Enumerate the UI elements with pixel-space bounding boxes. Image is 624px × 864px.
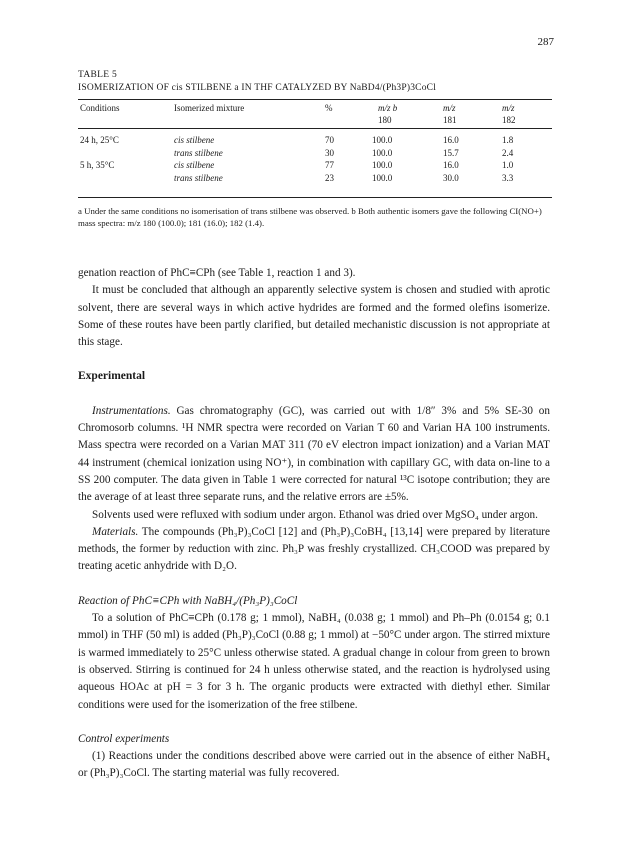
cell-m181: 30.0 bbox=[443, 172, 459, 183]
cell-percent: 70 bbox=[325, 135, 334, 145]
header-mz182: m/z bbox=[502, 103, 515, 113]
cell-conditions: 5 h, 35°C bbox=[80, 160, 115, 170]
cell-conditions: 24 h, 25°C bbox=[80, 135, 119, 145]
cell-m182: 3.3 bbox=[502, 172, 514, 183]
page-number: 287 bbox=[537, 36, 554, 48]
cell-m180: 100.0 bbox=[372, 160, 393, 170]
paragraph-solvents: Solvents used were refluxed with sodium under argon. Ethanol was dried over MgSO₄ under argon. bbox=[92, 508, 538, 521]
section-heading-experimental: Experimental bbox=[78, 370, 146, 383]
cell-m180: 100.0 bbox=[372, 135, 393, 145]
paragraph-control: (1) Reactions under the conditions described above were carried out in the absence of either NaBH₄ or (Ph₃P)₃CoCl. The starting material was fully recovered. bbox=[78, 750, 550, 780]
header-conditions: Conditions bbox=[80, 103, 120, 113]
cell-m182: 1.8 bbox=[502, 135, 514, 145]
paragraph-continuation: genation reaction of PhC≡CPh (see Table 1, reaction 1 and 3). bbox=[78, 267, 356, 279]
cell-percent: 77 bbox=[325, 160, 334, 170]
cell-m180: 100.0 bbox=[372, 147, 393, 158]
header-mixture: Isomerized mixture bbox=[174, 103, 245, 113]
cell-percent: 30 bbox=[325, 147, 334, 158]
subheading-control: Control experiments bbox=[78, 732, 170, 745]
subheading-reaction: Reaction of PhC≡CPh with NaBH₄/(Ph₃P)₃CoCl bbox=[78, 594, 298, 607]
cell-m181: 15.7 bbox=[443, 147, 459, 158]
header-mz181-value: 181 bbox=[443, 115, 457, 125]
header-percent: % bbox=[325, 103, 333, 113]
materials-text: The compounds (Ph₃P)₃CoCl [12] and (Ph₃P)₃CoBH₄ [13,14] were prepared by literature methods, the former by reduction with zinc. Ph₃P was freshly crystallized. CH₃COOD was prepared by treating acetic anhydride with D₂O. bbox=[78, 525, 550, 573]
header-mz182-value: 182 bbox=[502, 115, 516, 125]
cell-m181: 16.0 bbox=[443, 135, 459, 145]
cell-m182: 2.4 bbox=[502, 147, 514, 158]
header-mz181: m/z bbox=[443, 103, 456, 113]
header-mz180-value: 180 bbox=[378, 115, 392, 125]
main-text bbox=[78, 265, 550, 783]
cell-m182: 1.0 bbox=[502, 160, 514, 170]
materials-label: Materials. bbox=[92, 525, 139, 538]
cell-mixture: cis stilbene bbox=[174, 160, 215, 170]
cell-mixture: trans stilbene bbox=[174, 147, 223, 158]
cell-m180: 100.0 bbox=[372, 172, 393, 183]
cell-m181: 16.0 bbox=[443, 160, 459, 170]
paragraph-materials bbox=[78, 524, 550, 576]
table-row bbox=[78, 135, 552, 148]
header-mz180: m/z b bbox=[378, 103, 398, 113]
paragraph-conclusion: It must be concluded that although an apparently selective system is chosen and studied with aprotic solvent, there are several ways in which active hydrides are formed and the formed olefins isomerize. Some of these routes have been partly clarified, but detailed mechanistic discussion is not appropriate at this stage. bbox=[78, 284, 550, 349]
paragraph-reaction: To a solution of PhC≡CPh (0.178 g; 1 mmol), NaBH₄ (0.038 g; 1 mmol) and Ph–Ph (0.0154 g; 0.1 mmol) in THF (50 ml) is added (Ph₃P)₃CoCl (0.88 g; 1 mmol) at −50°C under argon. The stirred mixture is warmed immediately to 25°C unless otherwise stated. A gradual change in colour from green to brown is observed. Stirring is continued for 24 h unless otherwise stated, and the reaction is hydrolysed using aqueous HOAc at pH = 3 for 3 h. The organic products were extracted with diethyl ether. Similar conditions were used for the isomerization of the free stilbene. bbox=[78, 612, 550, 711]
table-bottom-rule bbox=[78, 197, 552, 198]
table-label: TABLE 5 bbox=[78, 70, 118, 80]
table-caption: ISOMERIZATION OF cis STILBENE a IN THF CATALYZED BY NaBD4/(Ph3P)3CoCl bbox=[78, 83, 437, 93]
table-body bbox=[78, 129, 552, 197]
table-footnote: a Under the same conditions no isomerisation of trans stilbene was observed. b Both authentic isomers gave the following CI(NO+) mass spectra: m/z 180 (100.0); 181 (16.0); 182 (1.4). bbox=[78, 206, 542, 228]
cell-percent: 23 bbox=[325, 172, 334, 183]
cell-mixture: cis stilbene bbox=[174, 135, 215, 145]
table-row bbox=[78, 148, 552, 161]
table-row bbox=[78, 173, 552, 186]
instrumentations-text: Gas chromatography (GC), was carried out with 1/8″ 3% and 5% SE-30 on Chromosorb columns. ¹H NMR spectra were recorded on Varian T 60 and Varian HA 100 instruments. Mass spectra were recorded on a Varian MAT 311 (70 eV electron impact ionization) and a Varian MAT 44 instrument (chemical ionization using NO⁺), in combination with capillary GC, with data on-line to a SS 200 computer. The data given in Table 1 were corrected for natural ¹³C isotope contribution; they are the average of at least three separate runs, and the relative errors are ±5%. bbox=[78, 404, 550, 504]
paragraph-instrumentations bbox=[78, 403, 550, 507]
instrumentations-label: Instrumentations. bbox=[92, 404, 171, 417]
table-header-row bbox=[78, 100, 552, 128]
table-5 bbox=[78, 70, 552, 229]
cell-mixture: trans stilbene bbox=[174, 172, 223, 183]
table-row bbox=[78, 160, 552, 173]
